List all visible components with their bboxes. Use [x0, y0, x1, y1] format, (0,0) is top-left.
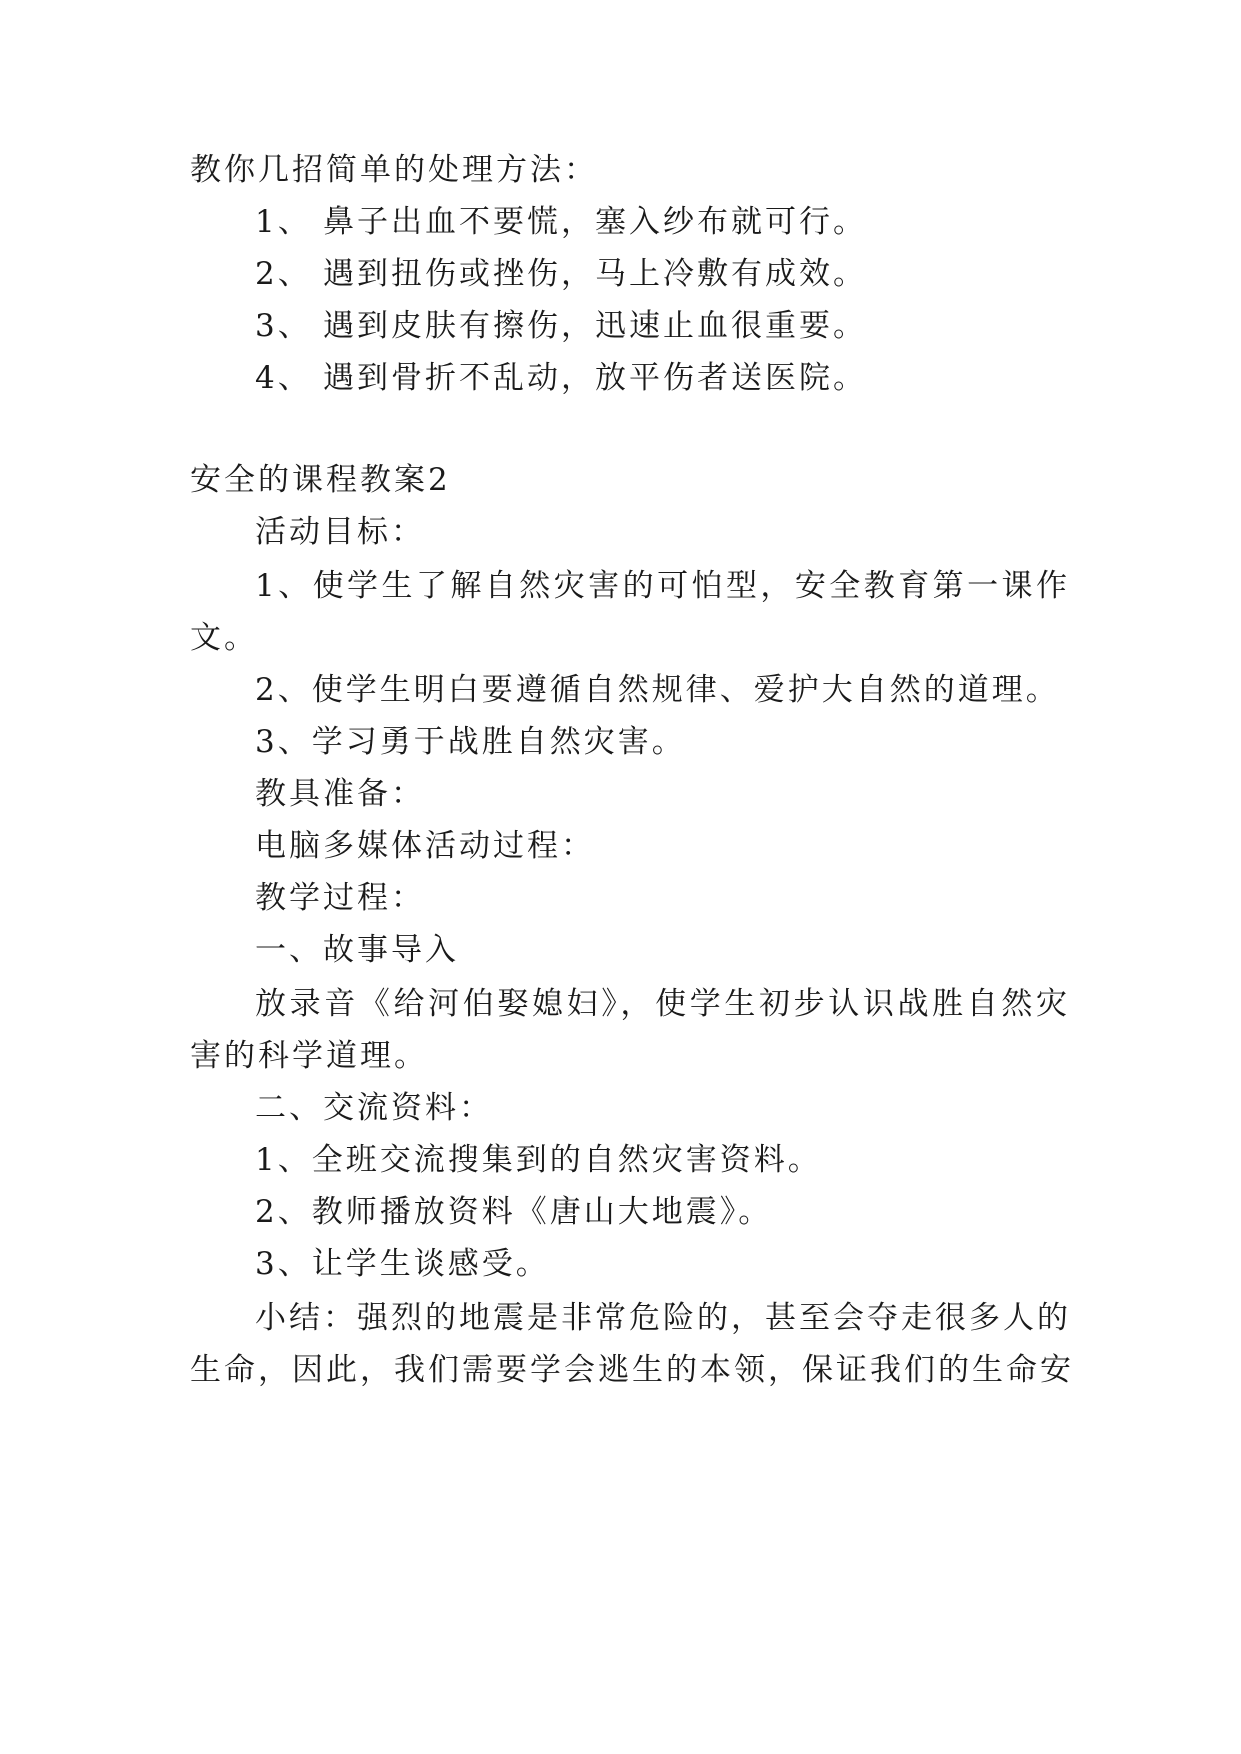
tip-number: 4、: [255, 360, 312, 396]
goal-1-line-1: 1、使学生了解自然灾害的可怕型，安全教育第一课作: [255, 568, 1070, 604]
summary-line-1: 小结：强烈的地震是非常危险的，甚至会夺走很多人的: [255, 1300, 1071, 1336]
step-2-item-3: 3、让学生谈感受。: [255, 1246, 550, 1282]
prep-label: 教具准备：: [255, 776, 425, 812]
step-1-line-2: 害的科学道理。: [190, 1038, 428, 1074]
tip-number: 2、: [255, 256, 312, 292]
section-title: 安全的课程教案2: [190, 462, 451, 498]
tip-text: 遇到扭伤或挫伤，马上冷敷有成效。: [323, 256, 867, 292]
tip-text: 遇到皮肤有擦伤，迅速止血很重要。: [323, 308, 867, 344]
tip-item: [255, 358, 867, 398]
goal-label: 活动目标：: [255, 514, 425, 550]
tip-number: 1、: [255, 204, 312, 240]
tip-item: [255, 306, 867, 346]
step-2-item-1: 1、全班交流搜集到的自然灾害资料。: [255, 1142, 822, 1178]
goal-1-line-2: 文。: [190, 620, 258, 656]
tip-text: 遇到骨折不乱动，放平伤者送医院。: [323, 360, 867, 396]
tip-text: 鼻子出血不要慌，塞入纱布就可行。: [323, 204, 867, 240]
goal-2: 2、使学生明白要遵循自然规律、爱护大自然的道理。: [255, 672, 1060, 708]
step-2-title: 二、交流资料：: [255, 1090, 493, 1126]
tip-number: 3、: [255, 308, 312, 344]
tip-item: [255, 202, 867, 242]
tip-item: [255, 254, 867, 294]
process-label: 教学过程：: [255, 880, 425, 916]
summary-line-2: 生命，因此，我们需要学会逃生的本领，保证我们的生命安: [190, 1352, 1074, 1388]
intro-text: 教你几招简单的处理方法：: [190, 152, 598, 188]
step-2-item-2: 2、教师播放资料《唐山大地震》。: [255, 1194, 773, 1230]
prep-text: 电脑多媒体活动过程：: [255, 828, 595, 864]
goal-3: 3、学习勇于战胜自然灾害。: [255, 724, 686, 760]
step-1-title: 一、故事导入: [255, 932, 459, 968]
step-1-line-1: 放录音《给河伯娶媳妇》，使学生初步认识战胜自然灾: [255, 986, 1070, 1022]
